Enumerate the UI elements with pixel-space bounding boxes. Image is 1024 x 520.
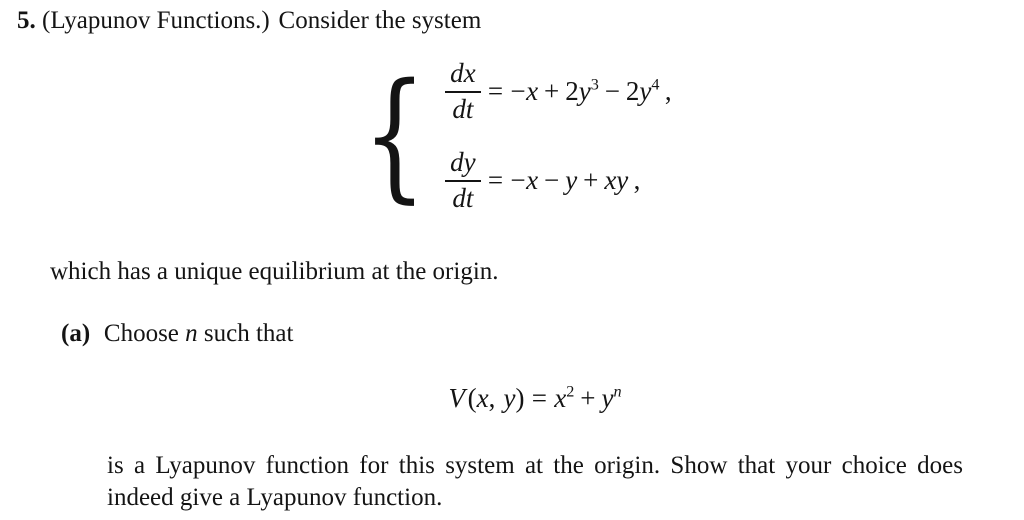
variable-y: y (639, 75, 652, 106)
variable-y: y (601, 382, 614, 413)
equation-dy-dt (445, 149, 672, 212)
variable-y: y (503, 382, 516, 413)
comma: , (664, 75, 672, 106)
exponent-2: 2 (566, 382, 575, 401)
fraction-denominator: dt (452, 183, 474, 214)
after-system-text: which has a unique equilibrium at the origin. (50, 258, 499, 286)
variable-xy: xy (604, 164, 629, 195)
variable-n: n (185, 319, 198, 347)
plus-sign: + (580, 382, 596, 413)
equation-dx-dt (445, 60, 672, 123)
problem-number: 5. (17, 7, 36, 34)
part-a-such-that: such that (203, 319, 294, 347)
minus-sign: − (544, 164, 560, 195)
variable-x: x (526, 164, 539, 195)
equals-sign: = (487, 164, 504, 195)
variable-x: x (476, 382, 489, 413)
problem-header (17, 5, 1024, 36)
part-a-body-text: is a Lyapunov function for this system at the origin. Show that your choice does indeed give a Lyapunov function. (107, 451, 963, 511)
minus-sign: − (510, 164, 526, 195)
plus-sign: + (544, 75, 560, 106)
fraction-numerator: dx (445, 60, 480, 93)
equation-dx-rhs (481, 77, 672, 107)
variable-x: x (526, 75, 539, 106)
lyapunov-candidate-equation (0, 381, 1024, 416)
system-of-equations (350, 54, 1024, 218)
comma: , (488, 382, 496, 413)
fraction-dy-dt (445, 149, 480, 212)
fraction-numerator: dy (445, 149, 480, 182)
problem-intro: Consider the system (278, 7, 482, 34)
equals-sign: = (531, 382, 547, 413)
variable-x: x (554, 382, 567, 413)
exponent-3: 3 (590, 75, 599, 94)
part-a-label: (a) (61, 319, 91, 347)
equation-dy-rhs (481, 166, 641, 196)
minus-sign: − (604, 75, 620, 106)
part-a-line (61, 318, 1024, 349)
equals-sign: = (487, 75, 504, 106)
variable-y: y (565, 164, 578, 195)
comma: , (633, 164, 641, 195)
exponent-4: 4 (651, 75, 660, 94)
fraction-dx-dt (445, 60, 480, 123)
part-a-choose: Choose (103, 319, 179, 347)
plus-sign: + (583, 164, 599, 195)
math-problem-document (0, 5, 1024, 513)
fraction-denominator: dt (452, 94, 474, 125)
left-brace: { (362, 54, 427, 218)
coefficient-2: 2 (565, 75, 579, 106)
close-paren: ) (515, 382, 525, 413)
coefficient-2: 2 (625, 75, 640, 106)
open-paren: ( (467, 382, 477, 413)
problem-topic: (Lyapunov Functions.) (42, 7, 270, 34)
variable-y: y (578, 75, 591, 106)
equations-column (445, 60, 672, 212)
minus-sign: − (510, 75, 526, 106)
exponent-n: n (613, 382, 622, 401)
function-V: V (448, 382, 465, 413)
